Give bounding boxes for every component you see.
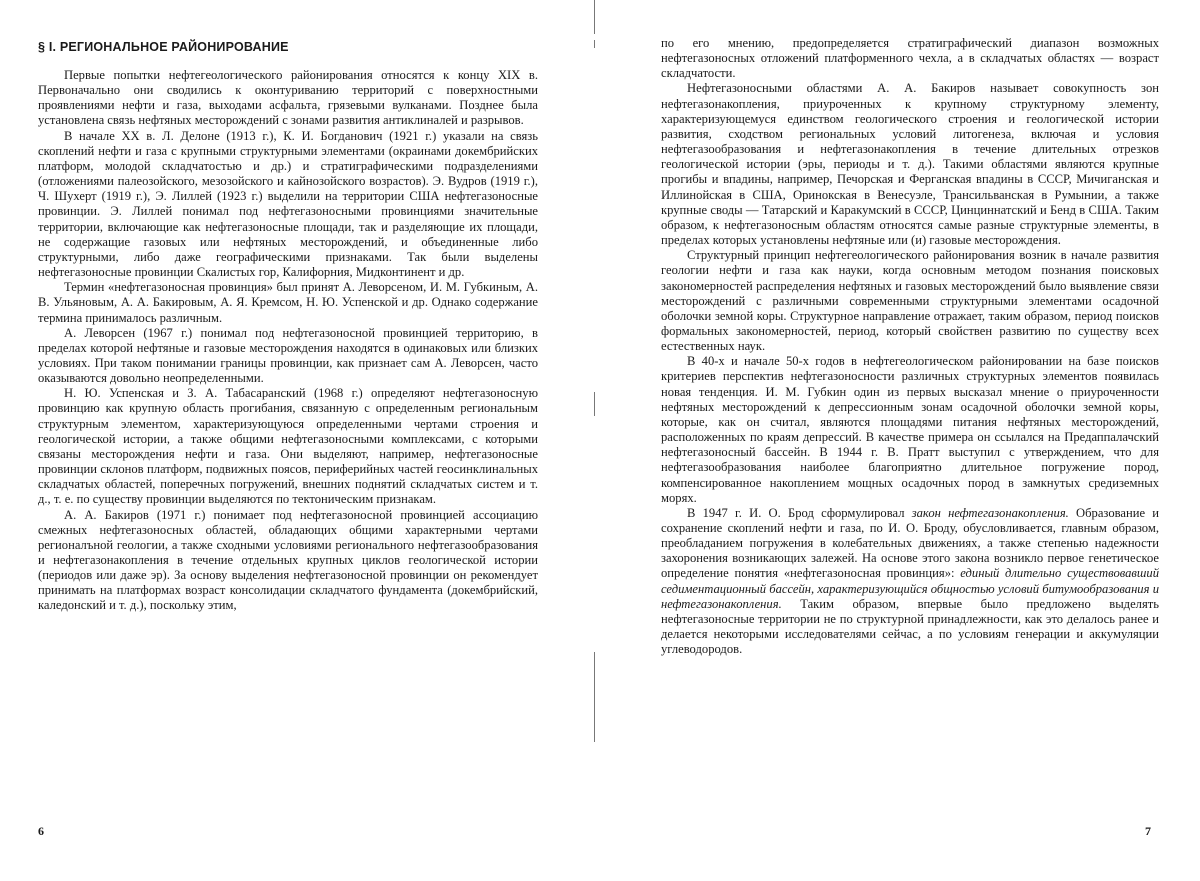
- section-heading: § I. РЕГИОНАЛЬНОЕ РАЙОНИРОВАНИЕ: [38, 40, 289, 54]
- paragraph: Н. Ю. Успенская и З. А. Табасаранский (1968 г.) определяют нефтегазоносную провинцию как крупную область прогибания, связанную с определенным региональным структурным элементом, характеризующуюся определенными чертами строения и геологической истории, а также общими нефтегазоносными комплексами, с которыми связаны месторождения нефти и газа. Они выделяют, например, нефтегазоносные провинции склонов платформ, подвижных поясов, периферийных частей геосинклинальных складчатых областей, поперечных погружений, внешних поднятий складчатых систем и т. д., т. е. по существу провинции выделяются по тектоническим признакам.: [38, 386, 538, 507]
- paragraph: Нефтегазоносными областями А. А. Бакиров называет совокупность зон нефтегазонакопления, приуроченных к крупному структурному элементу, характеризующемуся единством геологического строения и геологической истории развития, сходством региональных условий литогенеза, включая и условия нефтегазообразования и нефтегазонакопления в течение длительных отрезков геологической истории (эры, периоды и т. д.). Такими областями являются крупные прогибы и впадины, например, Печорская и Ферганская впадины в СССР, Мичиганская и Иллинойская в США, Оринокская в Венесуэле, Трансильванская в Румынии, а также крупные своды — Татарский и Каракумский в СССР, Цинциннатский и Бенд в США. Таким образом, к нефтегазоносным областям относятся самые разные структурные элементы, в пределах которых установлены нефтяные или (и) газовые месторождения.: [661, 81, 1159, 248]
- italic-term: закон нефтегазонакопления.: [911, 505, 1069, 520]
- paragraph: Термин «нефтегазоносная провинция» был принят А. Леворсеном, И. М. Губкиным, А. В. Ульяновым, А. А. Бакировым, А. Я. Кремсом, Н. Ю. Успенской и др. Однако содержание термина принималось различным.: [38, 280, 538, 325]
- text-run: В 1947 г. И. О. Брод сформулировал: [687, 505, 912, 520]
- text-run: Образование и сохранение скоплений нефти и газа, по И. О. Броду, обусловливается, главным образом, преобладанием погружения в колебательных движениях, а также степенью надежности захоронения возникающих залежей. На основе этого закона возникло первое генетическое определение понятия «нефтегазоносная провинция»:: [661, 505, 1160, 581]
- paragraph: А. А. Бакиров (1971 г.) понимает под нефтегазоносной провинцией ассоциацию смежных нефтегазоносных областей, обладающих общими характерными чертами регионалъной геологии, а также сходными условиями регионального нефтегазообразования и нефтегазонакопления в течение отдельных крупных циклов геологической истории (периодов или даже эр). За основу выделения нефтегазоносной провинции он рекомендует принимать на платформах возраст консолидации складчатого фундамента (докембрийский, каледонский и т. д.), поскольку этим,: [38, 507, 538, 613]
- right-page: [600, 0, 1200, 881]
- page-number: 6: [38, 824, 44, 838]
- paragraph-continuation: по его мнению, предопределяется стратиграфический диапазон возможных нефтегазоносных отложений платформенного чехла, а в складчатых областях — возраст складчатости.: [661, 36, 1159, 81]
- right-text-column: [661, 36, 1159, 657]
- paragraph: В начале XX в. Л. Делоне (1913 г.), К. И. Богданович (1921 г.) указали на связь скоплений нефти и газа с крупными структурными элементами (окраинами докембрийских платформ, молодой складчатостью и др.) и стратиграфическими подразделениями (отложениями палеозойского, мезозойского и кайнозойского возрастов). Э. Вудров (1919 г.), Ч. Шухерт (1919 г.), Э. Лиллей (1923 г.) выделили на территории США нефтегазоносные провинции. Э. Лиллей понимал под нефтегазоносными провинциями значительные территории, включающие как нефтегазоносные площади, так и разделяющие их площади, не содержащие газовых или нефтяных месторождений, и объединенные либо структурными, либо даже географическими признаками. Так были выделены нефтегазоносные провинции Скалистых гор, Калифорния, Мидконтинент и др.: [38, 128, 538, 280]
- paragraph: Структурный принцип нефтегеологического районирования возник в начале развития геологии нефти и газа как науки, когда основным методом познания поисковых закономерностей распределения нефтяных и газовых месторождений было выявление связи месторождений с различными современными структурными элементами осадочной оболочки земной коры. Структурное направление отражает, таким образом, период поисков формальных закономерностей, период, который свойствен развитию по существу всех естественных наук.: [661, 248, 1159, 354]
- italic-definition: единый длительно существовавший седиментационный бассейн, характеризующийся общностью условий битумообразования и нефтегазонакопления.: [661, 566, 1159, 611]
- left-text-column: [38, 68, 538, 614]
- text-run: Таким образом, впервые было предложено выделять нефтегазоносные территории не по структурной принадлежности, как это делалось ранее и делается некоторыми исследователями сейчас, а по условиям генерации и аккумуляции углеводородов.: [661, 596, 1159, 657]
- gutter-line: [594, 0, 596, 881]
- page-number: 7: [1145, 824, 1151, 838]
- paragraph: Первые попытки нефтегеологического районирования относятся к концу XIX в. Первоначально они сводились к оконтуриванию территорий с поверхностными проявлениями нефти и газа, выходами асфальта, грязевыми вулканами. Позднее была установлена связь нефтяных месторождений с зонами развития антиклиналей и разрывов.: [38, 68, 538, 128]
- paragraph: А. Леворсен (1967 г.) понимал под нефтегазоносной провинцией территорию, в пределах которой нефтяные и газовые месторождения находятся в одинаковых или близких условиях. При таком понимании границы провинции, как признает сам А. Леворсен, часто оказываются довольно неопределенными.: [38, 325, 538, 386]
- paragraph-brod: [661, 506, 1159, 658]
- paragraph: В 40-х и начале 50-х годов в нефтегеологическом районировании на базе поисков критериев перспектив нефтегазоносности различных структурных элементов появилась новая тенденция. И. М. Губкин один из первых высказал мнение о приуроченности нефтяных месторождений к депрессионным зонам осадочной оболочки земной коры, которые, как он считал, являются площадями питания нефтяных месторождений, расположенных по краям депрессий. В качестве примера он ссылался на Предаппалачский нефтегазоносный бассейн. В 1944 г. В. Пратт выступил с утверждением, что для нефтегазообразования наиболее благоприятно длительное погружение пород, компенсированное накоплением мощных осадочных пород в замкнутых средиземных морях.: [661, 354, 1159, 505]
